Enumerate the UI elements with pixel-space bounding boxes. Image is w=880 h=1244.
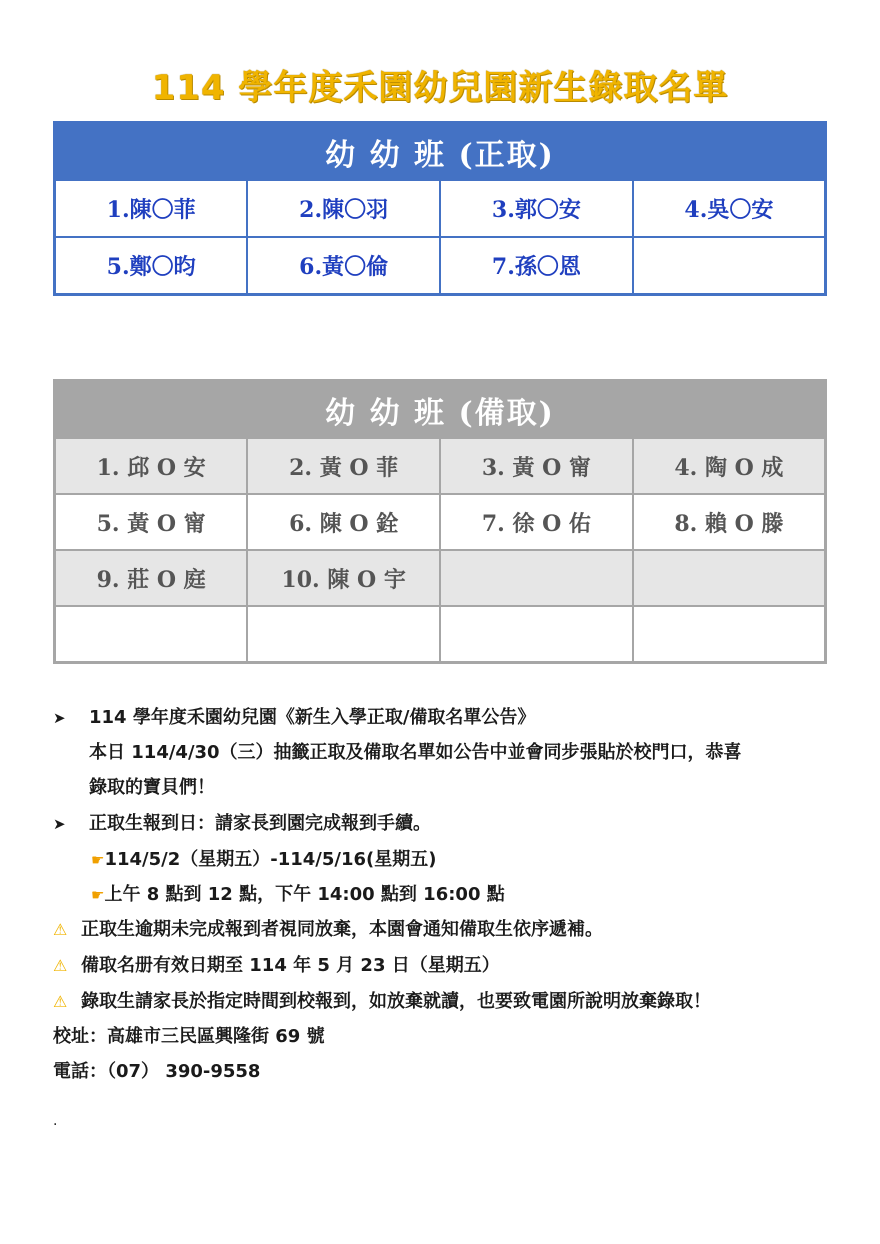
table-cell: 6.黃〇倫 bbox=[247, 237, 440, 295]
table-cell: 7.孫〇恩 bbox=[440, 237, 633, 295]
warning-triangle-icon: ⚠ bbox=[53, 992, 68, 1011]
table-cell: 9. 莊 O 庭 bbox=[55, 550, 248, 606]
table-cell bbox=[440, 550, 633, 606]
notice-line: 本日 114/4/30（三）抽籤正取及備取名單如公告中並會同步張貼於校門口，恭喜 bbox=[89, 742, 742, 763]
table-cell: 1. 邱 O 安 bbox=[55, 438, 248, 494]
table-cell: 5.鄭〇昀 bbox=[55, 237, 248, 295]
table-cell: 1.陳〇菲 bbox=[55, 180, 248, 237]
notice-line: 錄取的寶貝們！ bbox=[89, 777, 215, 798]
table-cell: 4. 陶 O 成 bbox=[633, 438, 826, 494]
notice-text: 錄取生請家長於指定時間到校報到，如放棄就讀，也要致電園所說明放棄錄取！ bbox=[81, 991, 711, 1012]
warning-triangle-icon: ⚠ bbox=[53, 956, 68, 975]
notice-line bbox=[91, 880, 505, 906]
arrowhead-bullet-icon: ➤ bbox=[53, 815, 66, 833]
table-cell: 6. 陳 O 銓 bbox=[247, 494, 440, 550]
trailing-dot: . bbox=[53, 1113, 58, 1129]
table-cell: 3.郭〇安 bbox=[440, 180, 633, 237]
pointing-hand-icon: ☛ bbox=[91, 886, 105, 904]
notice-text: 114 學年度禾園幼兒園《新生入學正取/備取名單公告》 bbox=[89, 707, 536, 728]
table-row bbox=[55, 180, 826, 237]
table-cell bbox=[633, 606, 826, 663]
notice-line bbox=[53, 987, 711, 1013]
notice-text: 上午 8 點到 12 點，下午 14:00 點到 16:00 點 bbox=[104, 884, 505, 905]
notice-line bbox=[91, 845, 436, 871]
table-row bbox=[55, 494, 826, 550]
arrowhead-bullet-icon: ➤ bbox=[53, 709, 66, 727]
table-cell: 2.陳〇羽 bbox=[247, 180, 440, 237]
notice-line bbox=[53, 809, 431, 835]
page-title: 114 學年度禾園幼兒園新生錄取名單 bbox=[151, 68, 729, 108]
pointing-hand-icon: ☛ bbox=[91, 851, 105, 869]
waitlist-table bbox=[53, 379, 827, 664]
table-cell: 4.吳〇安 bbox=[633, 180, 826, 237]
table-cell: 10. 陳 O 宇 bbox=[247, 550, 440, 606]
notice-line bbox=[53, 951, 500, 977]
table-cell bbox=[633, 550, 826, 606]
table-row bbox=[55, 550, 826, 606]
notice-line bbox=[53, 703, 535, 729]
table-row bbox=[55, 237, 826, 295]
admitted-table bbox=[53, 121, 827, 296]
notice-text: 114/5/2（星期五）-114/5/16(星期五) bbox=[104, 849, 437, 870]
notice-text: 備取名册有效日期至 114 年 5 月 23 日（星期五） bbox=[81, 955, 500, 976]
admitted-header: 幼 幼 班 (正取) bbox=[55, 123, 826, 181]
notice-line bbox=[53, 915, 603, 941]
table-row bbox=[55, 438, 826, 494]
table-cell: 7. 徐 O 佑 bbox=[440, 494, 633, 550]
notice-text: 正取生報到日：請家長到園完成報到手續。 bbox=[89, 813, 431, 834]
table-cell: 2. 黃 O 菲 bbox=[247, 438, 440, 494]
table-cell bbox=[55, 606, 248, 663]
table-cell bbox=[440, 606, 633, 663]
phone-line: 電話：（07） 390-9558 bbox=[53, 1061, 261, 1082]
address-line: 校址：高雄市三民區興隆街 69 號 bbox=[53, 1026, 325, 1047]
waitlist-header: 幼 幼 班 (備取) bbox=[55, 381, 826, 439]
table-cell: 8. 賴 O 滕 bbox=[633, 494, 826, 550]
table-cell bbox=[633, 237, 826, 295]
table-cell: 3. 黃 O 甯 bbox=[440, 438, 633, 494]
table-cell bbox=[247, 606, 440, 663]
table-row bbox=[55, 606, 826, 663]
table-cell: 5. 黃 O 甯 bbox=[55, 494, 248, 550]
warning-triangle-icon: ⚠ bbox=[53, 920, 68, 939]
notice-text: 正取生逾期未完成報到者視同放棄，本園會通知備取生依序遞補。 bbox=[81, 919, 603, 940]
